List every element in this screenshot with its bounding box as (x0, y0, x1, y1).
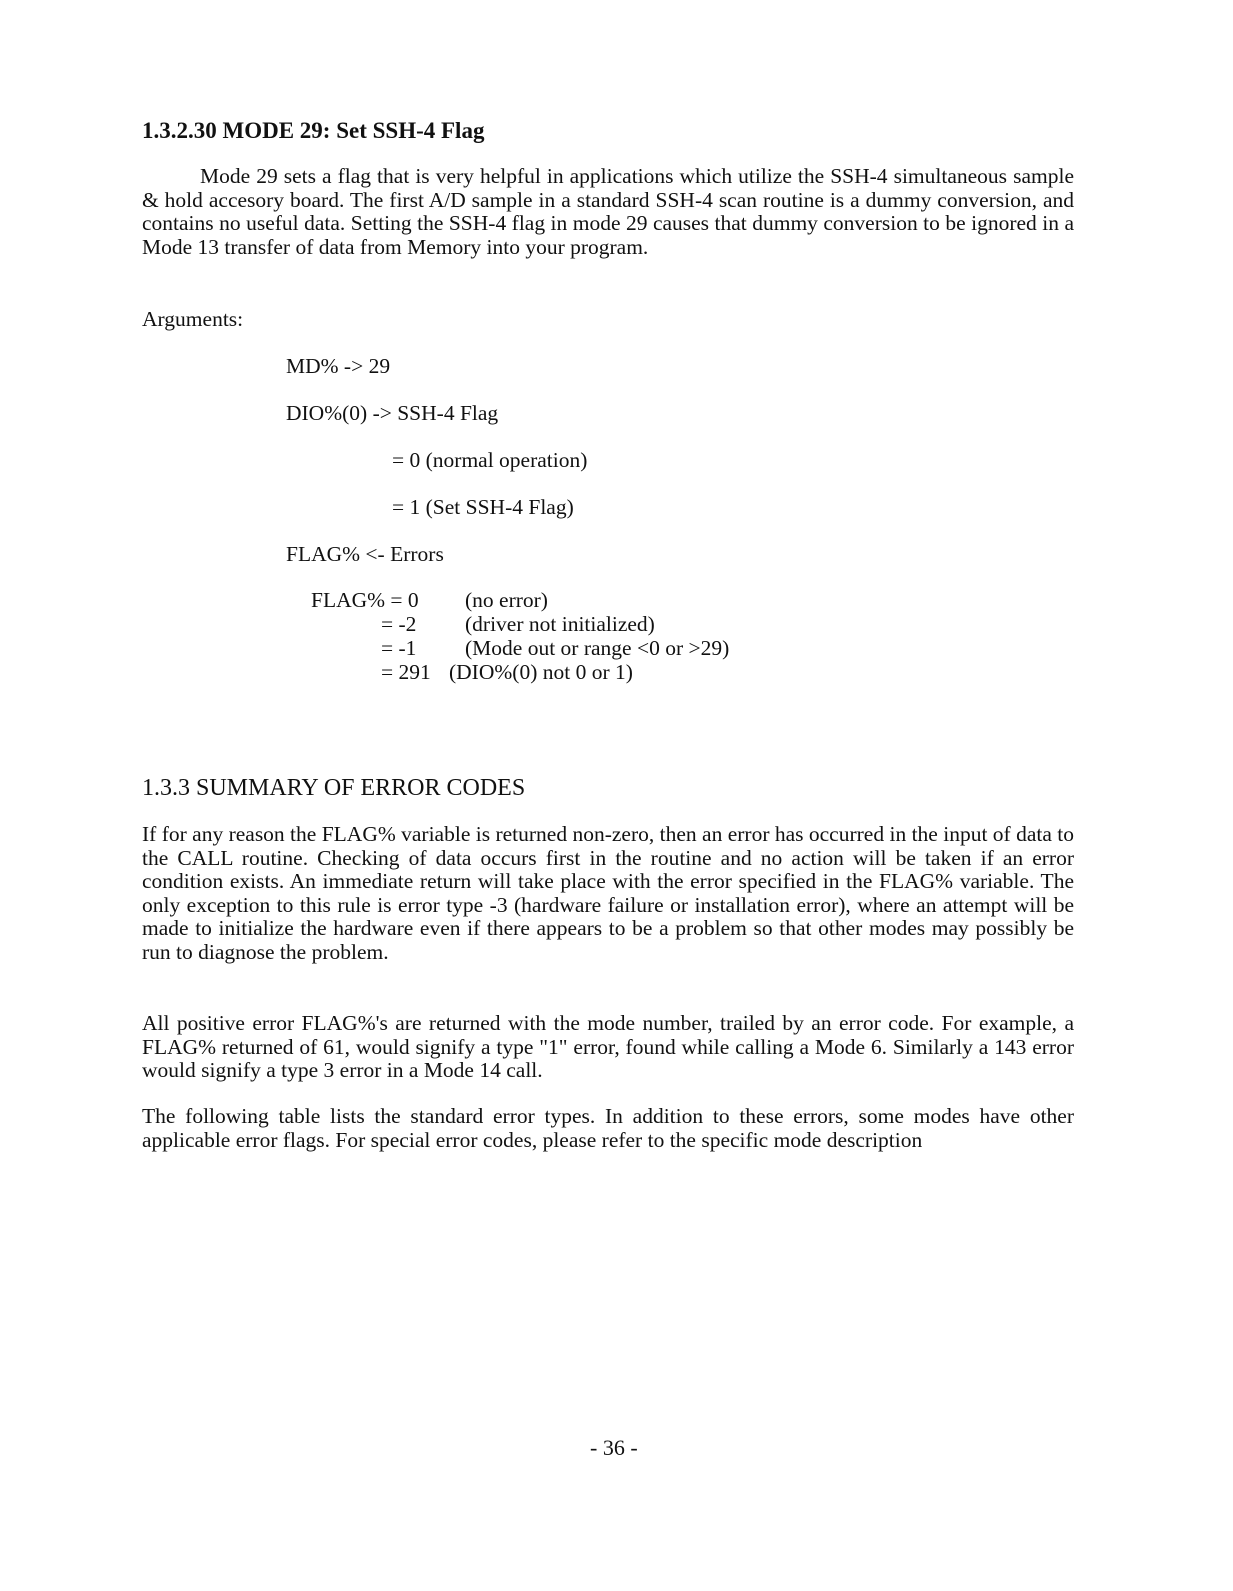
flag-code: FLAG% = 0 (311, 588, 419, 612)
error-codes-paragraph-2: All positive error FLAG%'s are returned with the mode number, trailed by an error code. For example, a FLAG% returned of 61, would signify a type "1" error, found while calling a Mode 6. Similarly a 143 error would signify a type 3 error in a Mode 14 call. (142, 1011, 1074, 1083)
flag-meaning: (DIO%(0) not 0 or 1) (449, 660, 633, 684)
argument-dio: DIO%(0) -> SSH-4 Flag (286, 401, 499, 425)
section-heading-error-codes: 1.3.3 SUMMARY OF ERROR CODES (142, 775, 526, 801)
argument-flag: FLAG% <- Errors (286, 542, 444, 566)
section-heading-mode-29: 1.3.2.30 MODE 29: Set SSH-4 Flag (142, 118, 485, 143)
flag-meaning: (no error) (465, 588, 548, 612)
flag-code: = -1 (381, 636, 417, 660)
dio-option-normal: = 0 (normal operation) (392, 448, 588, 472)
argument-md: MD% -> 29 (286, 354, 391, 378)
flag-code: = 291 (381, 660, 431, 684)
flag-meaning: (driver not initialized) (465, 612, 655, 636)
mode-29-description: Mode 29 sets a flag that is very helpful in applications which utilize the SSH-4 simultaneous sample & hold accesory board. The first A/D sample in a standard SSH-4 scan routine is a dummy conversion, and contains no useful data. Setting the SSH-4 flag in mode 29 causes that dummy conversion to be ignored in a Mode 13 transfer of data from Memory into your program. (142, 164, 1074, 259)
flag-code: = -2 (381, 612, 417, 636)
page-number: - 36 - (590, 1435, 638, 1460)
error-codes-paragraph-1: If for any reason the FLAG% variable is returned non-zero, then an error has occurred in the input of data to the CALL routine. Checking of data occurs first in the routine and no action will be taken if an error condition exists. An immediate return will take place with the error specified in the FLAG% variable. The only exception to this rule is error type -3 (hardware failure or installation error), where an attempt will be made to initialize the hardware even if there appears to be a problem so that other modes may possibly be run to diagnose the problem. (142, 822, 1074, 964)
flag-meaning: (Mode out or range <0 or >29) (465, 636, 730, 660)
dio-option-set-flag: = 1 (Set SSH-4 Flag) (392, 495, 574, 519)
arguments-label: Arguments: (142, 307, 244, 331)
error-codes-paragraph-3: The following table lists the standard error types. In addition to these errors, some modes have other applicable error flags. For special error codes, please refer to the specific mode description (142, 1104, 1074, 1152)
